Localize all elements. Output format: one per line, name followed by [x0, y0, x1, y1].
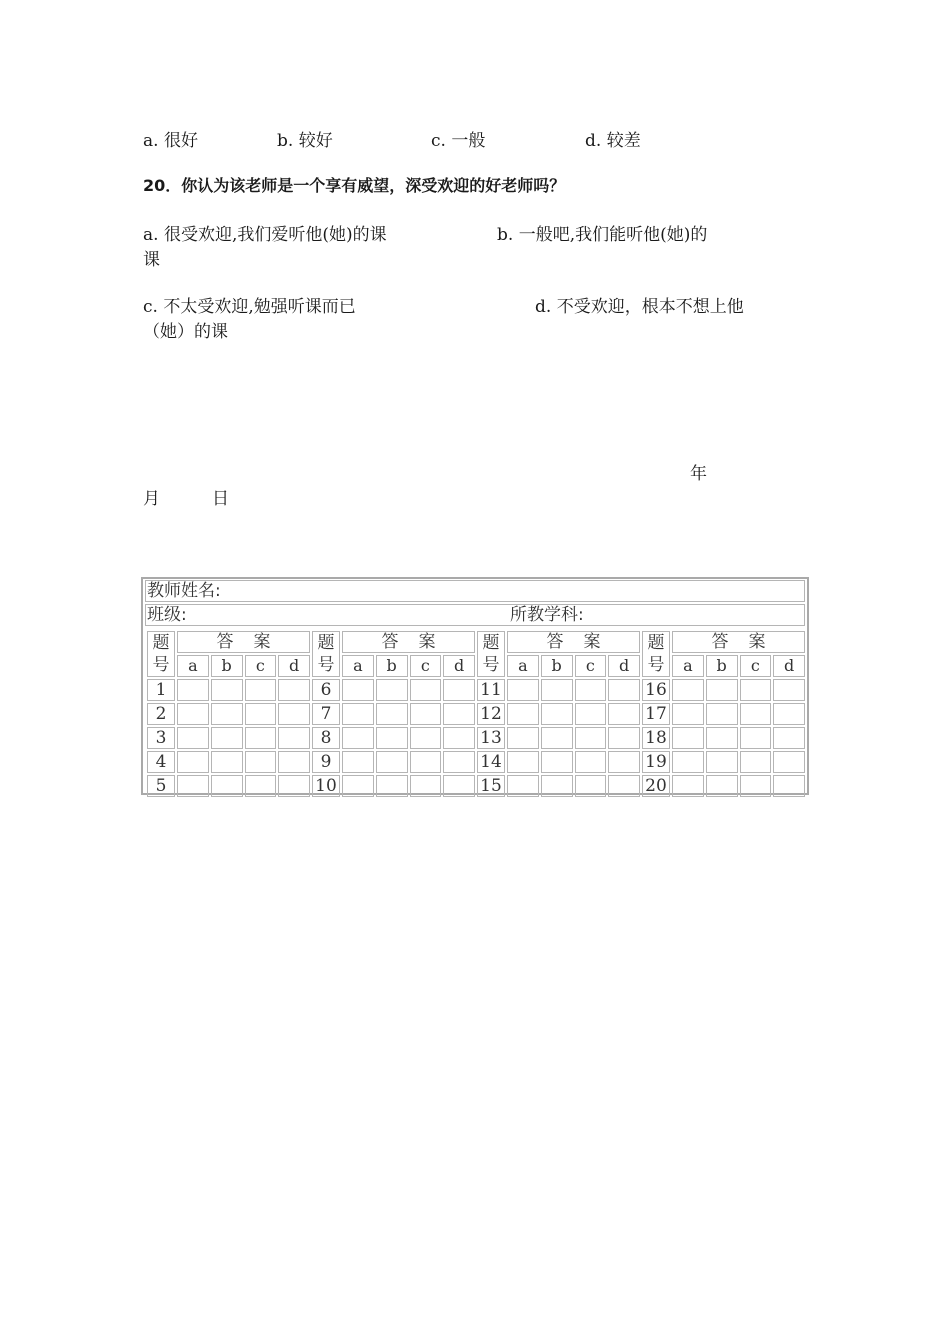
answer-cell[interactable] [672, 727, 704, 749]
date-day: 日 [212, 489, 229, 509]
answer-cell[interactable] [706, 727, 738, 749]
answer-cell[interactable] [608, 751, 640, 773]
answer-cell[interactable] [443, 751, 475, 773]
choice-label-a: a [672, 655, 704, 677]
grid-header-row [147, 631, 805, 653]
answer-cell[interactable] [245, 775, 277, 797]
answer-cell[interactable] [177, 679, 209, 701]
answer-header: 答案 [507, 631, 640, 653]
q20-option-d-wrap: （她）的课 [143, 322, 228, 342]
answer-cell[interactable] [410, 751, 442, 773]
table-row [147, 679, 805, 701]
answer-cell[interactable] [342, 703, 374, 725]
question-number: 16 [642, 679, 670, 701]
question-number: 12 [477, 703, 505, 725]
answer-cell[interactable] [342, 775, 374, 797]
answer-cell[interactable] [706, 751, 738, 773]
answer-cell[interactable] [507, 751, 539, 773]
teacher-name-row [145, 580, 805, 602]
teacher-name-label: 教师姓名: [147, 581, 221, 601]
answer-cell[interactable] [672, 703, 704, 725]
question-number: 9 [312, 751, 340, 773]
answer-cell[interactable] [706, 775, 738, 797]
choice-label-b: b [211, 655, 243, 677]
answer-cell[interactable] [773, 775, 805, 797]
date-year: 年 [690, 464, 707, 484]
answer-cell[interactable] [575, 679, 607, 701]
answer-sheet [141, 577, 809, 795]
answer-cell[interactable] [245, 751, 277, 773]
choice-label-a: a [177, 655, 209, 677]
choice-label-d: d [443, 655, 475, 677]
q19-option-c: c. 一般 [431, 131, 486, 151]
answer-cell[interactable] [773, 727, 805, 749]
answer-cell[interactable] [211, 775, 243, 797]
choice-label-c: c [575, 655, 607, 677]
answer-cell[interactable] [342, 727, 374, 749]
q20-option-c: c. 不太受欢迎,勉强听课而已 [143, 297, 356, 317]
q19-option-a: a. 很好 [143, 131, 198, 151]
question-number: 11 [477, 679, 505, 701]
answer-cell[interactable] [541, 679, 573, 701]
class-subject-row [145, 604, 805, 626]
answer-cell[interactable] [507, 775, 539, 797]
question-number: 3 [147, 727, 175, 749]
question-number: 6 [312, 679, 340, 701]
question-number: 19 [642, 751, 670, 773]
answer-cell[interactable] [706, 679, 738, 701]
answer-cell[interactable] [773, 679, 805, 701]
answer-cell[interactable] [376, 703, 408, 725]
answer-cell[interactable] [278, 727, 310, 749]
choice-label-a: a [507, 655, 539, 677]
table-row [147, 775, 805, 797]
answer-cell[interactable] [211, 703, 243, 725]
question-number: 2 [147, 703, 175, 725]
answer-cell[interactable] [278, 751, 310, 773]
answer-cell[interactable] [376, 751, 408, 773]
q20-title: 20．你认为该老师是一个享有威望，深受欢迎的好老师吗？ [143, 176, 566, 195]
answer-header: 答案 [672, 631, 805, 653]
question-number: 20 [642, 775, 670, 797]
q19-option-d: d. 较差 [585, 131, 641, 151]
answer-cell[interactable] [608, 703, 640, 725]
question-number: 5 [147, 775, 175, 797]
answer-cell[interactable] [410, 679, 442, 701]
answer-cell[interactable] [575, 703, 607, 725]
question-no-header: 题 号 [312, 631, 340, 677]
question-no-header: 题 号 [147, 631, 175, 677]
choice-label-c: c [740, 655, 772, 677]
answer-cell[interactable] [608, 775, 640, 797]
answer-cell[interactable] [443, 679, 475, 701]
answer-cell[interactable] [376, 775, 408, 797]
grid-choice-row [147, 655, 805, 677]
question-number: 17 [642, 703, 670, 725]
answer-header: 答案 [177, 631, 310, 653]
choice-label-d: d [773, 655, 805, 677]
table-row [147, 703, 805, 725]
answer-cell[interactable] [541, 703, 573, 725]
answer-cell[interactable] [706, 703, 738, 725]
answer-cell[interactable] [773, 703, 805, 725]
answer-cell[interactable] [443, 775, 475, 797]
question-number: 7 [312, 703, 340, 725]
question-number: 14 [477, 751, 505, 773]
answer-cell[interactable] [211, 679, 243, 701]
answer-cell[interactable] [575, 727, 607, 749]
answer-cell[interactable] [211, 727, 243, 749]
subject-label: 所教学科: [510, 605, 584, 625]
answer-cell[interactable] [410, 775, 442, 797]
q20-option-d: d. 不受欢迎，根本不想上他 [535, 297, 744, 317]
table-row [147, 727, 805, 749]
choice-label-d: d [278, 655, 310, 677]
question-number: 13 [477, 727, 505, 749]
answer-cell[interactable] [575, 751, 607, 773]
choice-label-c: c [410, 655, 442, 677]
date-month: 月 [143, 489, 160, 509]
answer-cell[interactable] [575, 775, 607, 797]
q20-option-b-wrap: 课 [143, 250, 160, 270]
answer-grid [145, 629, 807, 799]
answer-cell[interactable] [211, 751, 243, 773]
question-number: 8 [312, 727, 340, 749]
answer-cell[interactable] [410, 727, 442, 749]
answer-header: 答案 [342, 631, 475, 653]
choice-label-b: b [706, 655, 738, 677]
answer-cell[interactable] [740, 751, 772, 773]
question-number: 18 [642, 727, 670, 749]
choice-label-c: c [245, 655, 277, 677]
answer-cell[interactable] [672, 775, 704, 797]
answer-cell[interactable] [507, 703, 539, 725]
answer-cell[interactable] [541, 751, 573, 773]
answer-cell[interactable] [507, 679, 539, 701]
answer-cell[interactable] [376, 679, 408, 701]
answer-cell[interactable] [245, 679, 277, 701]
answer-cell[interactable] [177, 703, 209, 725]
answer-cell[interactable] [507, 727, 539, 749]
answer-cell[interactable] [608, 727, 640, 749]
answer-cell[interactable] [278, 703, 310, 725]
answer-cell[interactable] [177, 751, 209, 773]
answer-cell[interactable] [443, 727, 475, 749]
answer-cell[interactable] [376, 727, 408, 749]
answer-cell[interactable] [608, 679, 640, 701]
answer-cell[interactable] [342, 679, 374, 701]
answer-cell[interactable] [177, 775, 209, 797]
question-number: 10 [312, 775, 340, 797]
answer-cell[interactable] [672, 679, 704, 701]
choice-label-b: b [376, 655, 408, 677]
answer-cell[interactable] [740, 727, 772, 749]
answer-cell[interactable] [740, 703, 772, 725]
answer-cell[interactable] [541, 727, 573, 749]
answer-cell[interactable] [443, 703, 475, 725]
answer-cell[interactable] [740, 679, 772, 701]
answer-cell[interactable] [541, 775, 573, 797]
answer-cell[interactable] [278, 679, 310, 701]
choice-label-a: a [342, 655, 374, 677]
question-no-header: 题 号 [477, 631, 505, 677]
answer-cell[interactable] [245, 727, 277, 749]
class-label: 班级: [147, 605, 187, 625]
answer-cell[interactable] [773, 751, 805, 773]
choice-label-d: d [608, 655, 640, 677]
question-number: 15 [477, 775, 505, 797]
answer-cell[interactable] [177, 727, 209, 749]
answer-cell[interactable] [410, 703, 442, 725]
answer-cell[interactable] [245, 703, 277, 725]
q20-option-a: a. 很受欢迎,我们爱听他(她)的课 [143, 225, 387, 245]
answer-cell[interactable] [278, 775, 310, 797]
q20-option-b: b. 一般吧,我们能听他(她)的 [497, 225, 708, 245]
answer-cell[interactable] [672, 751, 704, 773]
table-row [147, 751, 805, 773]
answer-cell[interactable] [740, 775, 772, 797]
question-number: 1 [147, 679, 175, 701]
question-number: 4 [147, 751, 175, 773]
answer-cell[interactable] [342, 751, 374, 773]
choice-label-b: b [541, 655, 573, 677]
q19-option-b: b. 较好 [277, 131, 333, 151]
question-no-header: 题 号 [642, 631, 670, 677]
